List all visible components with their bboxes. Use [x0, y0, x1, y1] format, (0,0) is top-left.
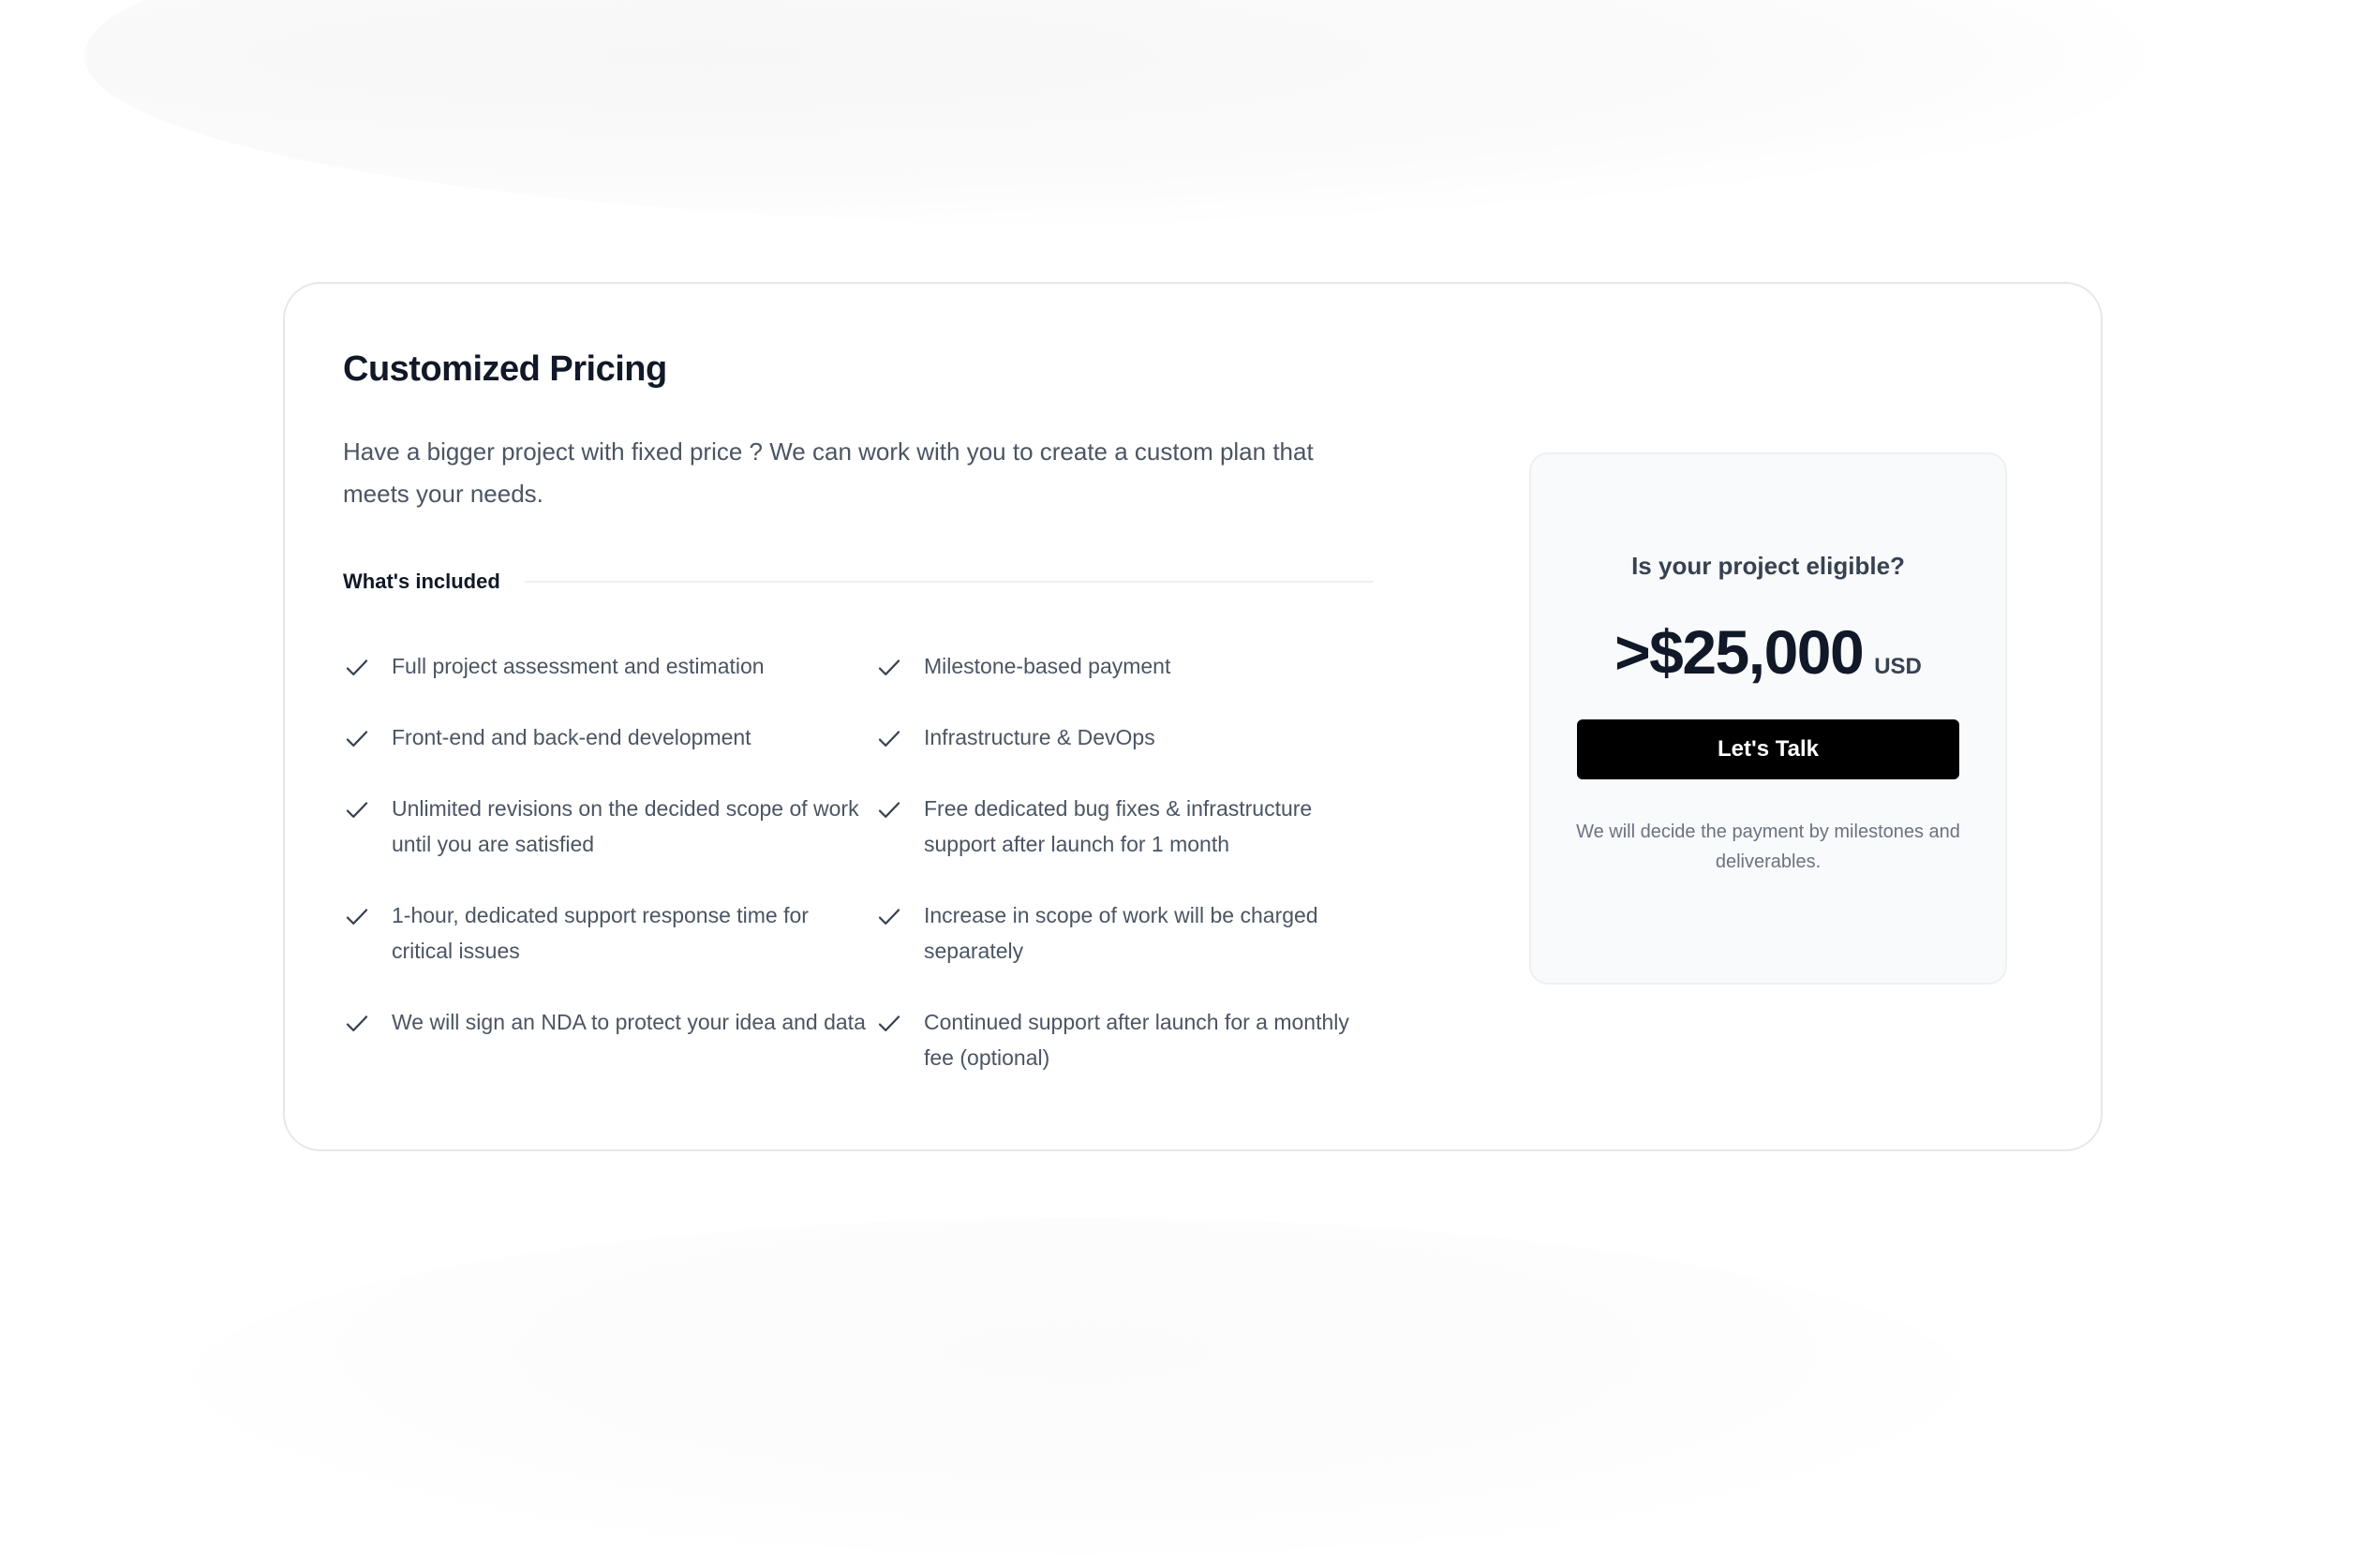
background-decoration-top: [84, 0, 2146, 225]
included-label: What's included: [343, 570, 500, 593]
feature-text: Continued support after launch for a monthly fee (optional): [924, 1010, 1349, 1070]
check-icon: [875, 654, 903, 682]
check-icon: [343, 654, 371, 682]
check-icon: [875, 725, 903, 753]
feature-item: [343, 897, 875, 969]
feature-text: Milestone-based payment: [924, 654, 1171, 678]
included-header: [343, 570, 1374, 594]
background-decoration-bottom: [187, 1218, 1968, 1555]
feature-text: We will sign an NDA to protect your idea and data: [392, 1010, 866, 1034]
pricing-details: [343, 349, 1374, 1075]
check-icon: [343, 725, 371, 753]
feature-text: Front-end and back-end development: [392, 725, 751, 749]
feature-item: [343, 1004, 875, 1075]
check-icon: [875, 903, 903, 931]
pricing-description: Have a bigger project with fixed price ? We can work with you to create a custom plan that meets your needs.: [343, 437, 1314, 508]
pricing-card: [283, 282, 2103, 1151]
payment-note: We will decide the payment by milestones and deliverables.: [1576, 822, 1960, 872]
feature-text: 1-hour, dedicated support response time for critical issues: [392, 903, 809, 963]
check-icon: [875, 796, 903, 824]
price-value: >$25,000: [1614, 617, 1864, 687]
feature-item: [875, 719, 1362, 755]
feature-item: [875, 648, 1362, 684]
eligibility-question: Is your project eligible?: [1631, 552, 1905, 580]
check-icon: [343, 796, 371, 824]
feature-text: Increase in scope of work will be charged separately: [924, 903, 1318, 963]
price-row: [1531, 616, 2005, 688]
check-icon: [875, 1010, 903, 1038]
eligibility-panel: [1529, 452, 2007, 985]
pricing-title: Customized Pricing: [343, 349, 667, 389]
check-icon: [343, 903, 371, 931]
feature-list: [343, 648, 1374, 1075]
feature-item: [875, 897, 1362, 969]
feature-item: [343, 648, 875, 684]
check-icon: [343, 1010, 371, 1038]
feature-text: Unlimited revisions on the decided scope of work until you are satisfied: [392, 796, 859, 856]
feature-item: [343, 791, 875, 862]
lets-talk-button[interactable]: Let's Talk: [1577, 719, 1959, 779]
feature-item: [875, 791, 1362, 862]
feature-text: Free dedicated bug fixes & infrastructure support after launch for 1 month: [924, 796, 1313, 856]
feature-text: Full project assessment and estimation: [392, 654, 765, 678]
included-divider: [525, 581, 1374, 583]
feature-text: Infrastructure & DevOps: [924, 725, 1155, 749]
feature-item: [875, 1004, 1362, 1075]
feature-item: [343, 719, 875, 755]
price-currency: USD: [1874, 654, 1922, 679]
